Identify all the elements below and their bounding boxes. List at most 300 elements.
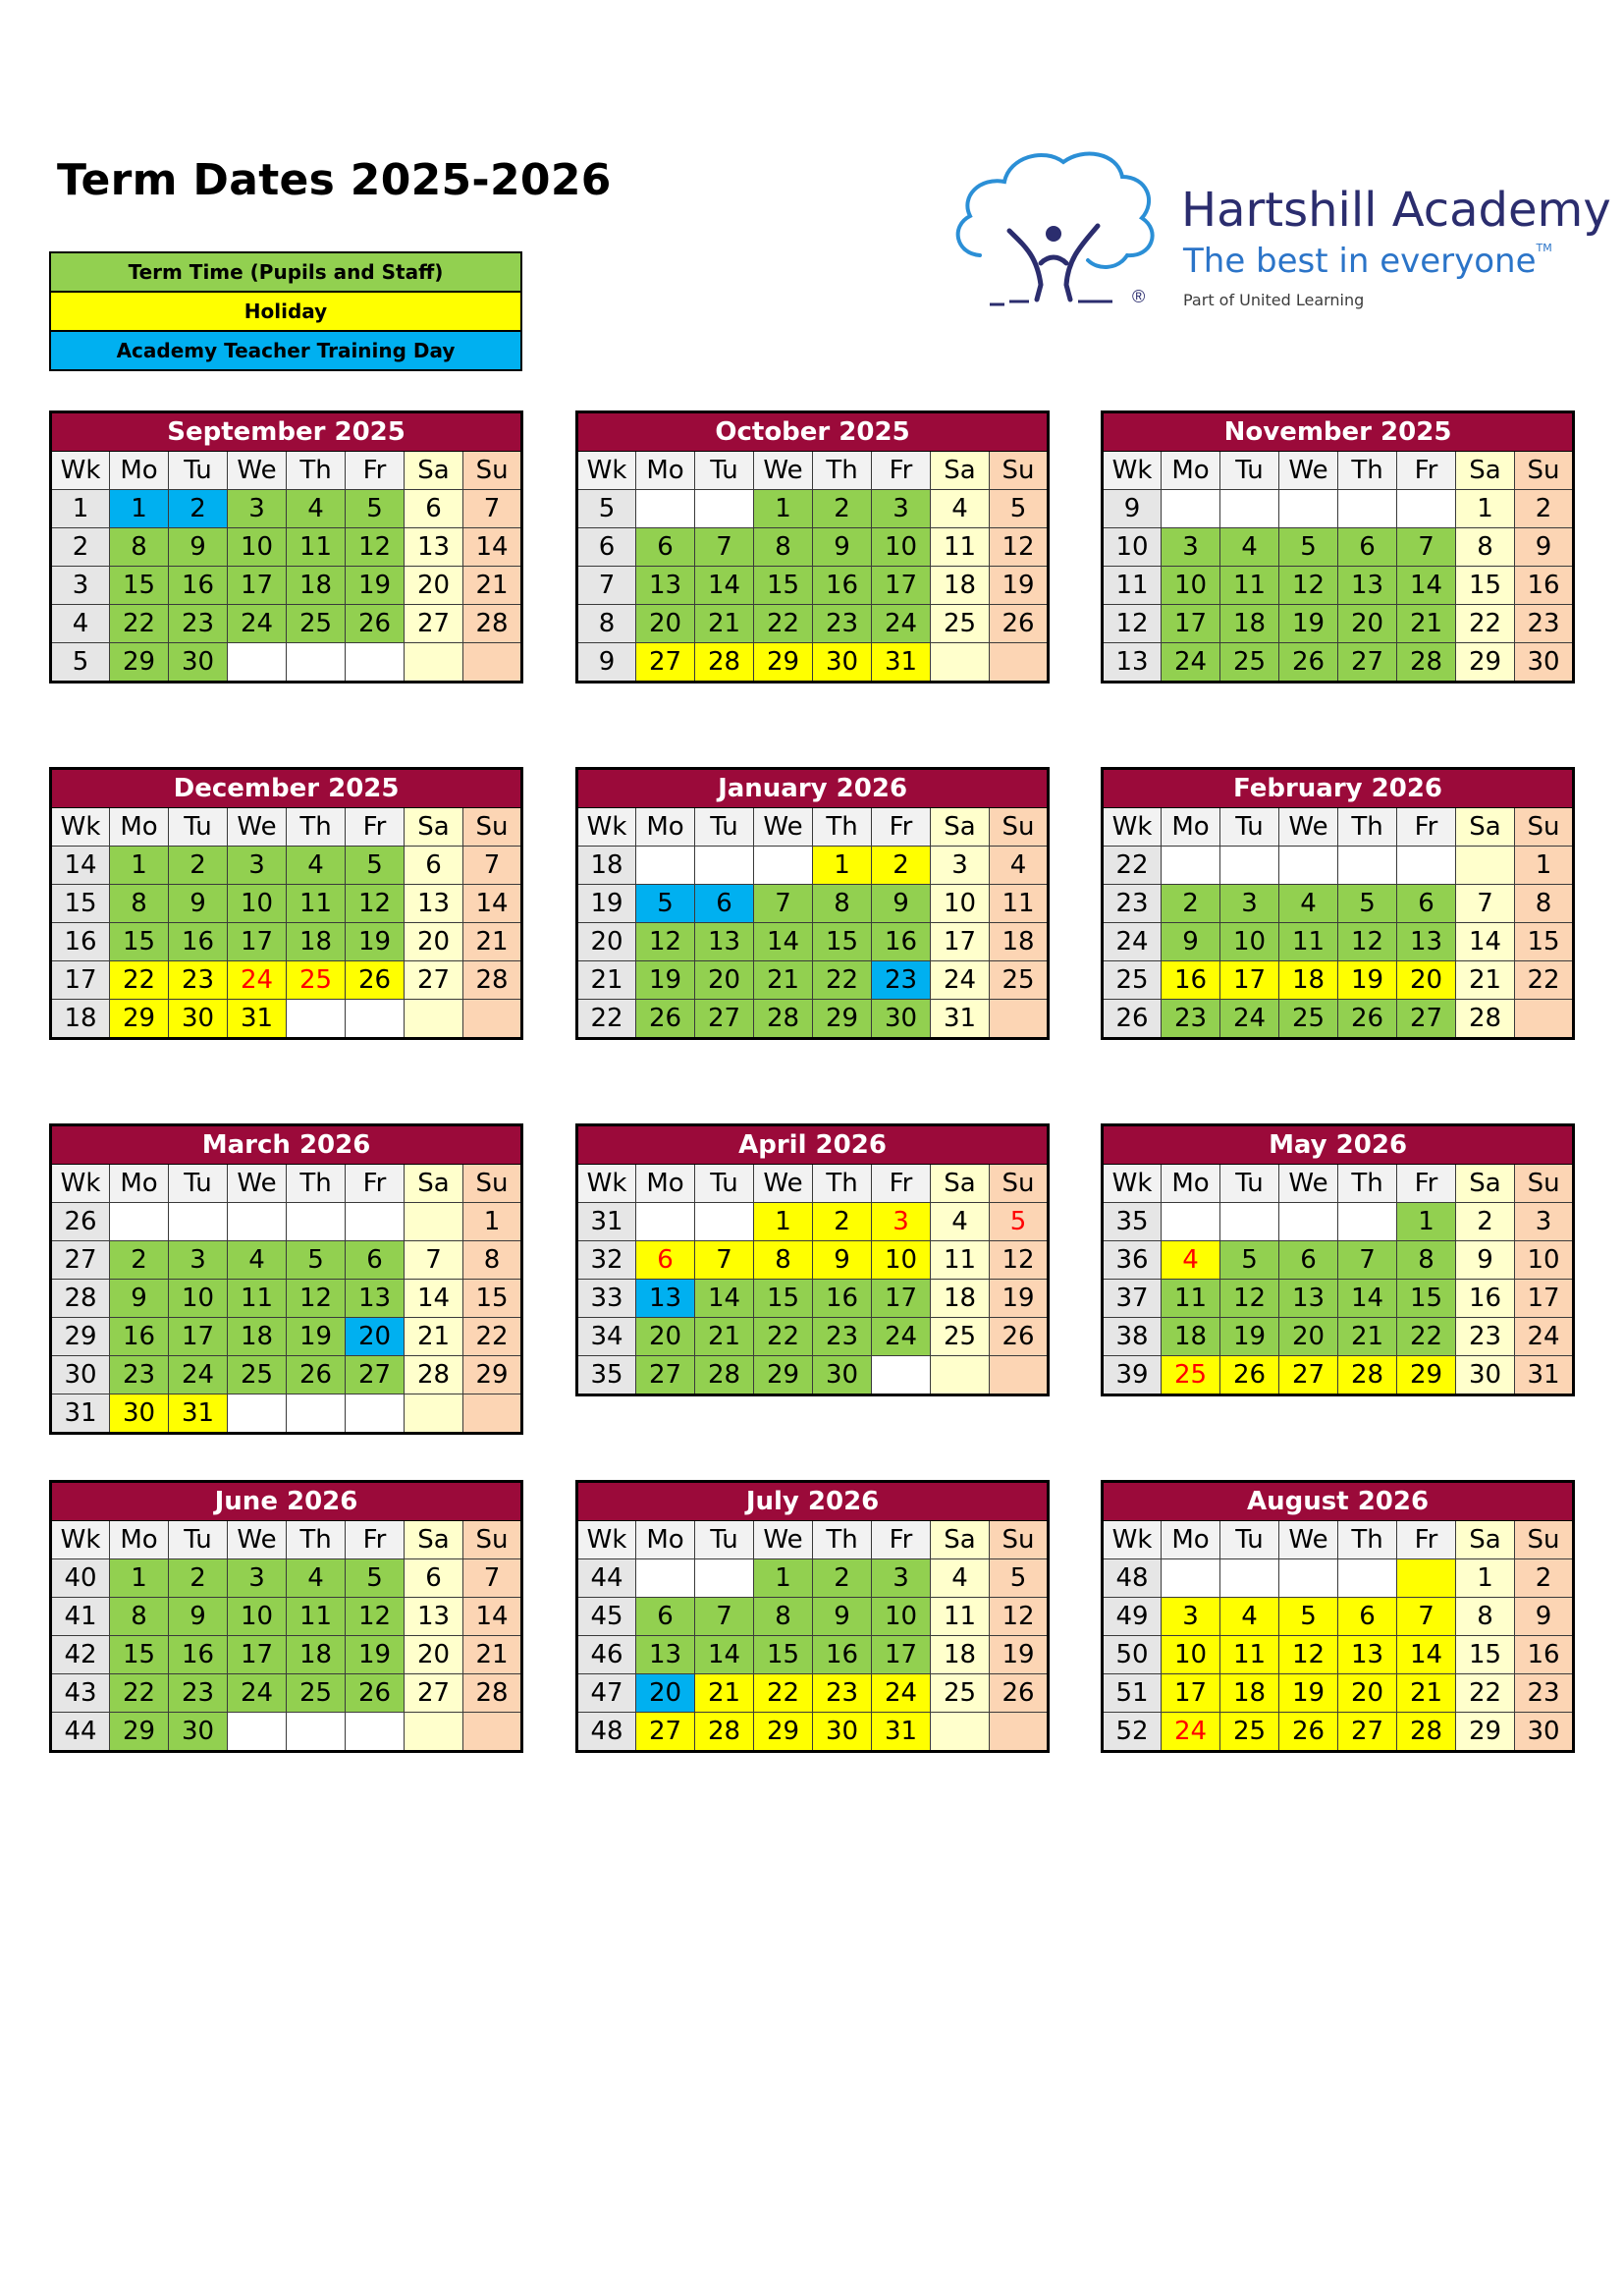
day-cell: 6 [1279,1241,1338,1280]
day-header: Tu [695,452,754,490]
day-cell: 23 [813,1318,872,1356]
day-cell: 5 [1279,1598,1338,1636]
week-row [51,885,522,923]
day-cell [1279,1559,1338,1598]
day-cell: 7 [1456,885,1515,923]
day-header: Mo [636,808,695,847]
day-cell: 4 [931,490,990,528]
logo-subline: Part of United Learning [1183,291,1365,309]
week-row [1103,885,1574,923]
day-cell: 22 [813,961,872,1000]
day-cell: 6 [695,885,754,923]
day-cell: 7 [463,847,522,885]
day-cell: 21 [463,1636,522,1674]
day-cell [1162,1203,1220,1241]
day-cell: 27 [1338,1713,1397,1752]
day-cell: 1 [463,1203,522,1241]
day-cell: 18 [228,1318,287,1356]
week-row [1103,1280,1574,1318]
day-cell: 12 [346,885,405,923]
week-row [1103,1318,1574,1356]
day-cell: 7 [695,1241,754,1280]
day-header: Tu [169,1521,228,1559]
day-cell: 23 [1162,1000,1220,1039]
day-cell: 23 [1515,605,1574,643]
day-cell: 21 [1456,961,1515,1000]
day-cell: 12 [346,1598,405,1636]
day-cell [1162,1559,1220,1598]
week-row [51,567,522,605]
day-cell: 11 [990,885,1049,923]
day-cell: 16 [872,923,931,961]
day-cell: 20 [346,1318,405,1356]
week-row [51,1674,522,1713]
day-cell: 13 [1338,1636,1397,1674]
day-cell: 25 [931,1674,990,1713]
day-cell [990,1713,1049,1752]
week-number: 31 [577,1203,636,1241]
day-cell: 5 [636,885,695,923]
day-cell: 4 [1279,885,1338,923]
day-cell [346,1394,405,1434]
week-number: 23 [1103,885,1162,923]
day-cell: 7 [463,490,522,528]
day-cell: 13 [636,1636,695,1674]
day-cell: 7 [405,1241,463,1280]
day-cell: 23 [872,961,931,1000]
day-cell: 23 [169,605,228,643]
logo-name: Hartshill Academy [1181,183,1611,238]
week-number: 19 [577,885,636,923]
day-cell: 31 [872,643,931,683]
day-cell: 13 [636,567,695,605]
day-header: Fr [872,808,931,847]
day-cell: 4 [287,847,346,885]
month-calendar [575,1480,1047,1753]
day-cell: 24 [931,961,990,1000]
day-cell: 26 [346,961,405,1000]
day-header: Tu [695,1521,754,1559]
day-cell: 1 [754,1559,813,1598]
day-cell: 30 [169,1000,228,1039]
week-row [51,923,522,961]
week-row [577,643,1049,683]
week-row [51,528,522,567]
month-calendar [1101,767,1572,1040]
day-cell: 2 [813,490,872,528]
week-row [577,490,1049,528]
day-cell [1338,847,1397,885]
day-cell: 1 [1456,490,1515,528]
week-row [51,1203,522,1241]
day-cell: 9 [813,1241,872,1280]
day-cell [695,1559,754,1598]
day-cell: 18 [1220,1674,1279,1713]
day-cell: 9 [110,1280,169,1318]
week-row [1103,1241,1574,1280]
day-header: Fr [346,808,405,847]
day-cell: 18 [287,923,346,961]
month-title: September 2025 [51,412,522,452]
day-cell: 11 [1220,567,1279,605]
day-cell: 16 [1515,1636,1574,1674]
week-number: 45 [577,1598,636,1636]
week-number: 4 [51,605,110,643]
day-header: Mo [1162,1165,1220,1203]
day-cell: 15 [463,1280,522,1318]
day-cell [346,1000,405,1039]
day-header: Th [287,452,346,490]
week-row [51,961,522,1000]
day-cell: 22 [1515,961,1574,1000]
day-cell: 9 [169,528,228,567]
day-cell: 8 [1456,1598,1515,1636]
day-cell: 31 [169,1394,228,1434]
week-number: 40 [51,1559,110,1598]
legend-training-day: Academy Teacher Training Day [51,332,520,369]
day-header: Sa [931,1521,990,1559]
day-cell: 17 [1162,605,1220,643]
day-header: Sa [931,1165,990,1203]
day-cell: 22 [110,961,169,1000]
day-cell: 5 [346,1559,405,1598]
week-row [577,1598,1049,1636]
day-header: Wk [577,808,636,847]
day-cell: 17 [872,1280,931,1318]
day-cell: 25 [1279,1000,1338,1039]
page-title: Term Dates 2025-2026 [57,155,612,205]
day-cell: 15 [754,567,813,605]
day-cell: 17 [931,923,990,961]
day-cell [1162,490,1220,528]
day-cell: 3 [872,1559,931,1598]
day-header: Tu [1220,1165,1279,1203]
month-calendar [575,767,1047,1040]
day-header: Fr [872,1165,931,1203]
day-cell: 20 [1338,1674,1397,1713]
day-cell: 12 [1279,567,1338,605]
day-cell: 25 [1220,1713,1279,1752]
day-cell: 14 [1397,567,1456,605]
week-number: 43 [51,1674,110,1713]
day-cell: 24 [228,961,287,1000]
day-header: Th [813,452,872,490]
day-cell: 7 [695,528,754,567]
day-header: Fr [1397,452,1456,490]
day-cell [1397,847,1456,885]
day-cell: 1 [813,847,872,885]
day-cell: 28 [463,605,522,643]
month-title: April 2026 [577,1125,1049,1165]
day-cell: 25 [287,1674,346,1713]
day-cell: 30 [1515,643,1574,683]
day-cell: 12 [990,1598,1049,1636]
day-cell: 21 [405,1318,463,1356]
day-cell [405,1713,463,1752]
week-number: 1 [51,490,110,528]
day-cell [1220,847,1279,885]
day-cell: 16 [169,1636,228,1674]
week-row [577,567,1049,605]
day-cell: 5 [1338,885,1397,923]
month-title: June 2026 [51,1482,522,1521]
day-cell: 31 [1515,1356,1574,1395]
day-cell: 3 [1162,528,1220,567]
day-cell: 16 [1456,1280,1515,1318]
day-cell: 2 [1515,1559,1574,1598]
day-cell: 15 [1397,1280,1456,1318]
month-title: July 2026 [577,1482,1049,1521]
month-title: May 2026 [1103,1125,1574,1165]
month-calendar [49,410,520,683]
week-number: 42 [51,1636,110,1674]
day-header: Mo [110,1165,169,1203]
day-cell: 16 [813,1636,872,1674]
day-cell: 27 [405,961,463,1000]
week-row [1103,1203,1574,1241]
week-row [577,1280,1049,1318]
week-row [1103,605,1574,643]
day-header: We [754,1165,813,1203]
day-cell: 9 [872,885,931,923]
day-cell: 12 [1279,1636,1338,1674]
day-header: Wk [577,452,636,490]
day-cell: 6 [405,847,463,885]
day-cell: 16 [813,1280,872,1318]
day-cell: 27 [636,643,695,683]
day-cell: 24 [1220,1000,1279,1039]
week-row [51,643,522,683]
day-cell: 24 [1515,1318,1574,1356]
day-cell: 27 [636,1356,695,1395]
day-cell: 15 [110,567,169,605]
day-cell: 9 [813,1598,872,1636]
day-cell: 4 [931,1559,990,1598]
day-cell: 30 [1515,1713,1574,1752]
day-cell: 3 [228,490,287,528]
week-number: 27 [51,1241,110,1280]
day-cell [1397,1559,1456,1598]
day-cell: 27 [636,1713,695,1752]
day-cell: 10 [228,1598,287,1636]
tree-icon [950,147,1176,309]
day-cell [990,1000,1049,1039]
week-number: 26 [51,1203,110,1241]
day-cell: 5 [990,490,1049,528]
day-header: Wk [577,1165,636,1203]
week-row [577,1674,1049,1713]
day-cell: 7 [1397,1598,1456,1636]
week-row [1103,1713,1574,1752]
day-header: Sa [405,1165,463,1203]
day-cell: 11 [228,1280,287,1318]
day-cell: 5 [287,1241,346,1280]
day-cell: 22 [463,1318,522,1356]
day-cell: 22 [110,1674,169,1713]
day-cell: 11 [287,528,346,567]
week-number: 44 [51,1713,110,1752]
day-cell: 24 [1162,1713,1220,1752]
day-cell: 26 [1220,1356,1279,1395]
day-header: Sa [931,452,990,490]
day-header: Su [463,808,522,847]
week-row [1103,961,1574,1000]
week-number: 50 [1103,1636,1162,1674]
day-header: Su [463,452,522,490]
day-header: We [228,1165,287,1203]
day-header: We [754,452,813,490]
day-cell: 20 [1397,961,1456,1000]
week-row [51,490,522,528]
day-cell: 21 [1338,1318,1397,1356]
day-cell [463,1713,522,1752]
day-cell: 13 [1338,567,1397,605]
day-cell: 15 [813,923,872,961]
day-cell: 27 [1338,643,1397,683]
day-header: Wk [577,1521,636,1559]
week-row [1103,1356,1574,1395]
week-row [51,605,522,643]
day-cell: 2 [813,1559,872,1598]
week-number: 17 [51,961,110,1000]
week-number: 44 [577,1559,636,1598]
day-cell: 23 [813,605,872,643]
week-number: 22 [577,1000,636,1039]
day-cell: 19 [1279,1674,1338,1713]
week-number: 29 [51,1318,110,1356]
day-header: Fr [1397,808,1456,847]
day-header: We [228,808,287,847]
day-header: Wk [1103,808,1162,847]
month-calendar [575,410,1047,683]
day-cell: 23 [169,961,228,1000]
day-cell [695,1203,754,1241]
day-cell: 29 [754,1356,813,1395]
week-number: 22 [1103,847,1162,885]
day-header: Su [1515,452,1574,490]
week-number: 49 [1103,1598,1162,1636]
day-cell: 20 [1279,1318,1338,1356]
day-cell: 21 [463,567,522,605]
day-cell: 26 [990,1318,1049,1356]
day-header: Sa [1456,452,1515,490]
day-cell: 28 [695,643,754,683]
day-cell: 17 [228,567,287,605]
day-header: Fr [1397,1165,1456,1203]
month-calendar [49,1480,520,1753]
week-row [1103,847,1574,885]
day-cell: 3 [1220,885,1279,923]
day-header: Sa [1456,1165,1515,1203]
day-cell: 2 [169,490,228,528]
trademark: TM [1536,242,1552,254]
day-cell: 7 [463,1559,522,1598]
day-header: Su [990,808,1049,847]
day-cell [169,1203,228,1241]
day-cell: 30 [169,643,228,683]
day-header: Su [463,1521,522,1559]
day-cell: 25 [287,961,346,1000]
day-cell: 2 [110,1241,169,1280]
week-number: 21 [577,961,636,1000]
day-cell: 8 [754,1241,813,1280]
day-cell: 9 [1515,528,1574,567]
logo-tagline [1183,242,1552,281]
week-row [577,923,1049,961]
day-cell [695,847,754,885]
day-cell: 29 [754,643,813,683]
day-header: Tu [1220,452,1279,490]
week-row [51,1598,522,1636]
day-cell [931,1713,990,1752]
day-cell: 17 [169,1318,228,1356]
day-cell: 10 [1220,923,1279,961]
day-header: Tu [169,808,228,847]
month-calendar [49,767,520,1040]
week-number: 5 [577,490,636,528]
week-number: 35 [577,1356,636,1395]
week-row [1103,1636,1574,1674]
week-row [577,1636,1049,1674]
day-header: We [754,808,813,847]
day-cell: 27 [1397,1000,1456,1039]
day-cell: 1 [110,847,169,885]
day-cell: 18 [931,567,990,605]
day-cell [346,1713,405,1752]
day-header: Su [463,1165,522,1203]
day-header: Wk [51,1521,110,1559]
month-calendar [49,1123,520,1435]
week-row [577,1203,1049,1241]
day-cell: 5 [1220,1241,1279,1280]
day-cell: 14 [463,885,522,923]
day-header: Su [1515,1165,1574,1203]
day-header: We [228,452,287,490]
day-cell: 28 [695,1713,754,1752]
week-number: 32 [577,1241,636,1280]
week-row [1103,528,1574,567]
week-row [51,1241,522,1280]
week-number: 38 [1103,1318,1162,1356]
day-cell: 18 [1162,1318,1220,1356]
week-row [51,1280,522,1318]
day-cell: 2 [169,1559,228,1598]
day-cell: 21 [1397,1674,1456,1713]
month-calendar [1101,1480,1572,1753]
week-number: 12 [1103,605,1162,643]
day-cell: 17 [872,1636,931,1674]
day-cell: 20 [1338,605,1397,643]
day-cell: 23 [1515,1674,1574,1713]
day-header: Mo [636,452,695,490]
day-header: We [1279,808,1338,847]
week-row [577,961,1049,1000]
week-row [577,1000,1049,1039]
day-cell: 11 [931,528,990,567]
day-cell: 8 [1397,1241,1456,1280]
day-cell: 29 [813,1000,872,1039]
week-row [1103,567,1574,605]
day-cell: 19 [287,1318,346,1356]
day-cell: 15 [110,923,169,961]
week-number: 20 [577,923,636,961]
day-cell: 23 [1456,1318,1515,1356]
day-cell [1338,490,1397,528]
day-cell: 13 [695,923,754,961]
month-title: August 2026 [1103,1482,1574,1521]
day-cell: 2 [1456,1203,1515,1241]
week-number: 31 [51,1394,110,1434]
